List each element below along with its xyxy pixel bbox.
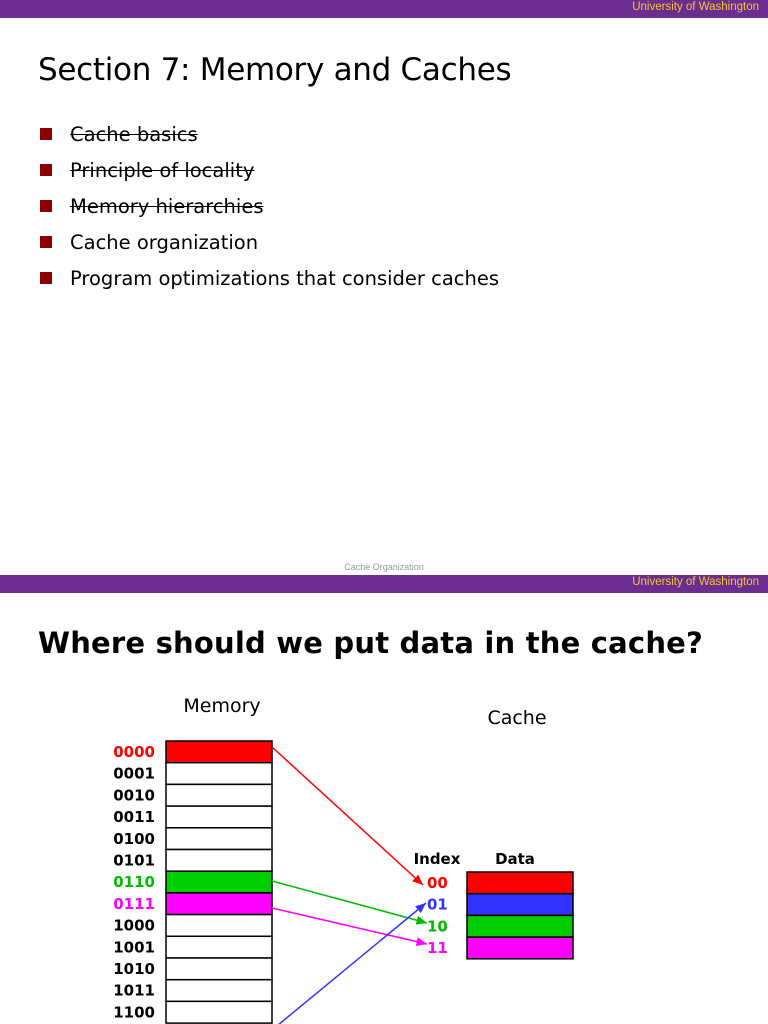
- memory-cell-1011: [166, 980, 272, 1002]
- institution-label: University of Washington: [632, 1, 759, 13]
- memory-address-1100: 1100: [113, 1003, 155, 1022]
- data-header: Data: [495, 850, 535, 868]
- cache-index-10: 10: [427, 917, 448, 936]
- arrow-0110-to-10: [272, 881, 427, 923]
- slide2-title: Where should we put data in the cache?: [38, 626, 704, 660]
- bullet-text: Cache basics: [70, 123, 198, 146]
- bullet-text: Program optimizations that consider caches: [70, 267, 500, 290]
- memory-address-0110: 0110: [113, 873, 155, 892]
- cache-cell-11: [467, 937, 573, 959]
- memory-address-0101: 0101: [113, 851, 155, 870]
- bullet-text: Cache organization: [70, 231, 259, 254]
- institution-label: University of Washington: [632, 576, 759, 588]
- memory-address-1000: 1000: [113, 916, 155, 935]
- arrow-0000-to-00: [272, 747, 423, 885]
- memory-cell-0100: [166, 828, 272, 850]
- slide-footer: Cache Organization: [344, 562, 424, 572]
- memory-cell-0101: [166, 850, 272, 872]
- memory-cell-0000: [166, 741, 272, 763]
- cache-cell-01: [467, 894, 573, 916]
- bullet-text: Memory hierarchies: [70, 195, 264, 218]
- cache-cell-10: [467, 915, 573, 937]
- memory-cell-0011: [166, 806, 272, 828]
- cache-label: Cache: [487, 707, 547, 729]
- memory-cell-1010: [166, 958, 272, 980]
- bullet-text: Principle of locality: [70, 159, 255, 182]
- cache-index-01: 01: [427, 895, 448, 914]
- memory-cell-1001: [166, 936, 272, 958]
- memory-address-0010: 0010: [113, 786, 155, 805]
- memory-address-0001: 0001: [113, 764, 155, 783]
- memory-address-0011: 0011: [113, 808, 155, 827]
- memory-cell-0111: [166, 893, 272, 915]
- memory-cell-0010: [166, 784, 272, 806]
- cache-index-11: 11: [427, 939, 448, 958]
- memory-address-0111: 0111: [113, 894, 155, 913]
- memory-address-0000: 0000: [113, 743, 155, 761]
- slide1-title: Section 7: Memory and Caches: [38, 52, 512, 88]
- memory-address-1001: 1001: [113, 938, 155, 957]
- memory-column: [113, 741, 272, 1023]
- cache-cell-00: [467, 872, 573, 894]
- index-header: Index: [413, 850, 461, 868]
- memory-address-1011: 1011: [113, 981, 155, 1000]
- arrow-1101-to-01: [272, 903, 426, 1024]
- arrow-0111-to-11: [272, 908, 427, 944]
- memory-cell-1000: [166, 915, 272, 937]
- memory-cell-0001: [166, 763, 272, 785]
- memory-cell-1100: [166, 1001, 272, 1023]
- memory-cell-0110: [166, 871, 272, 893]
- cache-column: [427, 872, 573, 959]
- cache-index-00: 00: [427, 874, 448, 892]
- memory-label: Memory: [183, 695, 261, 717]
- memory-address-0100: 0100: [113, 829, 155, 848]
- memory-address-1010: 1010: [113, 960, 155, 978]
